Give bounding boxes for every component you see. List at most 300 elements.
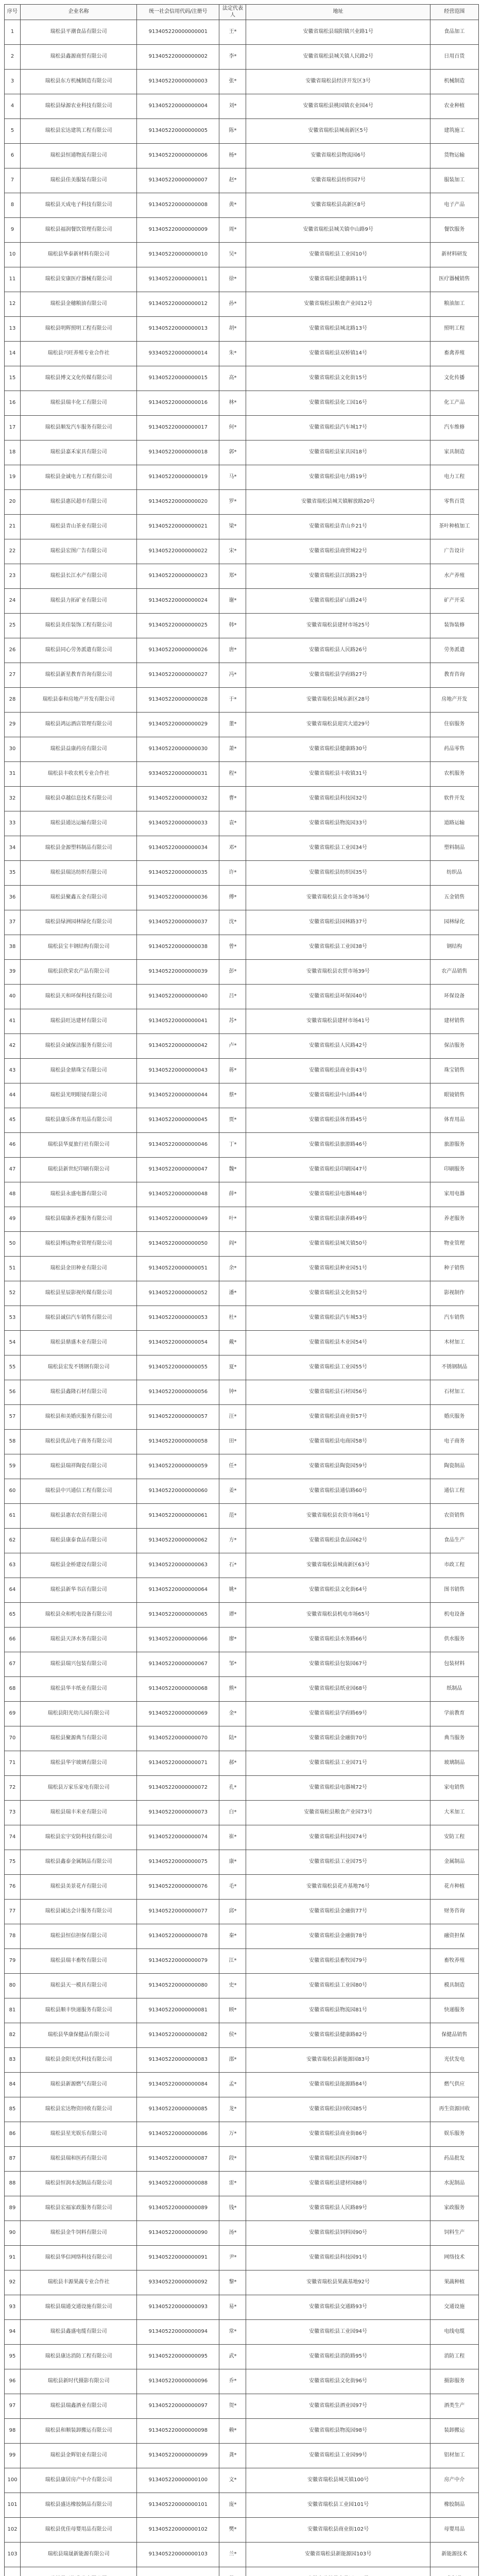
cell-business-scope: 燃气供应: [430, 2073, 478, 2097]
cell-credit-code: 913405220000000051: [137, 1257, 219, 1281]
cell-company-name: 瑞松县绿源农业科技有限公司: [21, 94, 137, 119]
cell-business-scope: 道路运输: [430, 811, 478, 836]
cell-credit-code: 913405220000000069: [137, 1702, 219, 1726]
cell-company-name: 瑞松县鑫源商贸有限公司: [21, 45, 137, 70]
cell-company-name: 瑞松县金源塑料制品有限公司: [21, 836, 137, 861]
cell-credit-code: 913405220000000096: [137, 2369, 219, 2394]
cell-credit-code: 913405220000000053: [137, 1306, 219, 1331]
cell-address: 安徽省瑞松县电器城48号: [246, 1182, 430, 1207]
cell-address: 安徽省瑞松县工业园34号: [246, 836, 430, 861]
cell-business-scope: 家用电器: [430, 1182, 478, 1207]
cell-business-scope: 纺织品: [430, 861, 478, 886]
cell-address: 安徽省瑞松县文化街64号: [246, 1578, 430, 1603]
cell-business-scope: 家电销售: [430, 1776, 478, 1801]
cell-credit-code: 913405220000000016: [137, 391, 219, 416]
cell-company-name: 瑞松县瑞兴包装有限公司: [21, 1652, 137, 1677]
table-row: [5, 2122, 479, 2147]
table-row: [5, 1257, 479, 1281]
cell-credit-code: 913405220000000035: [137, 861, 219, 886]
cell-legal-rep: 邓*: [219, 836, 246, 861]
cell-company-name: 瑞松县安康医疗器械有限公司: [21, 267, 137, 292]
cell-address: 安徽省瑞松县城关镇解放路20号: [246, 490, 430, 515]
cell-company-name: 瑞松县华夏旅行社有限公司: [21, 1133, 137, 1158]
cell-serial: 52: [5, 1281, 21, 1306]
table-row: [5, 1281, 479, 1306]
cell-legal-rep: 宋*: [219, 539, 246, 564]
cell-company-name: 瑞松县鼎盛木业有限公司: [21, 1331, 137, 1355]
cell-business-scope: 畜牧养殖: [430, 1949, 478, 1974]
cell-business-scope: 电子商务: [430, 1430, 478, 1454]
cell-company-name: 瑞松县瑞丰化工有限公司: [21, 391, 137, 416]
cell-serial: 16: [5, 391, 21, 416]
table-row: [5, 2048, 479, 2073]
table-row: [5, 1751, 479, 1776]
cell-legal-rep: 程*: [219, 762, 246, 787]
cell-serial: [5, 2567, 21, 2576]
cell-company-name: 瑞松县青山茶业有限公司: [21, 515, 137, 539]
cell-address: 安徽省瑞松县水务路66号: [246, 1628, 430, 1652]
cell-credit-code: 913405220000000078: [137, 1924, 219, 1949]
cell-company-name: 瑞松县永盛电器有限公司: [21, 1182, 137, 1207]
cell-business-scope: 再生资源回收: [430, 2097, 478, 2122]
cell-address: 安徽省瑞松县食品园62号: [246, 1529, 430, 1553]
cell-company-name: 瑞松县康居房产中介有限公司: [21, 2468, 137, 2493]
cell-business-scope: 劳务派遣: [430, 638, 478, 663]
cell-business-scope: 药品零售: [430, 737, 478, 762]
cell-credit-code: 913405220000000066: [137, 1628, 219, 1652]
table-row: [5, 1306, 479, 1331]
table-row: [5, 1232, 479, 1257]
cell-company-name: 瑞松县泰和房地产开发有限公司: [21, 688, 137, 713]
cell-legal-rep: 白*: [219, 1801, 246, 1825]
cell-address: 安徽省瑞松县工业园101号: [246, 2493, 430, 2518]
cell-company-name: 瑞松县福润餐饮管理有限公司: [21, 218, 137, 243]
cell-address: 安徽省瑞松县五金市场36号: [246, 886, 430, 910]
cell-address: 安徽省瑞松县城关镇100号: [246, 2468, 430, 2493]
cell-serial: 50: [5, 1232, 21, 1257]
cell-business-scope: 装卸搬运: [430, 2419, 478, 2444]
cell-serial: 7: [5, 168, 21, 193]
cell-company-name: 瑞松县瑞通交通设施有限公司: [21, 2295, 137, 2320]
cell-serial: 12: [5, 292, 21, 317]
cell-legal-rep: 石*: [219, 1553, 246, 1578]
cell-address: 安徽省瑞松县金融街77号: [246, 1900, 430, 1924]
table-row: [5, 2320, 479, 2345]
cell-credit-code: 913405220000000013: [137, 317, 219, 342]
cell-address: 安徽省瑞松县高新区8号: [246, 193, 430, 218]
cell-serial: 76: [5, 1875, 21, 1900]
cell-credit-code: 913405220000000098: [137, 2419, 219, 2444]
table-row: [5, 2493, 479, 2518]
cell-legal-rep: 冯*: [219, 663, 246, 688]
cell-business-scope: 水泥制品: [430, 2172, 478, 2196]
cell-company-name: 瑞松县宝丰钢结构有限公司: [21, 935, 137, 960]
header-address: 地址: [246, 5, 430, 20]
cell-credit-code: 913405220000000049: [137, 1207, 219, 1232]
cell-credit-code: 913405220000000015: [137, 366, 219, 391]
cell-credit-code: 913405220000000080: [137, 1974, 219, 1998]
cell-business-scope: 餐饮服务: [430, 218, 478, 243]
cell-serial: 10: [5, 243, 21, 267]
cell-serial: 80: [5, 1974, 21, 1998]
cell-business-scope: 新能源技术: [430, 2543, 478, 2567]
cell-address: 安徽省瑞松县农资市场61号: [246, 1504, 430, 1529]
cell-company-name: 瑞松县瑞康养老服务有限公司: [21, 1207, 137, 1232]
cell-serial: 86: [5, 2122, 21, 2147]
cell-company-name: 瑞松县鑫隆石材有限公司: [21, 1380, 137, 1405]
cell-company-name: 瑞松县博文文化传媒有限公司: [21, 366, 137, 391]
cell-credit-code: 913405220000000079: [137, 1949, 219, 1974]
cell-legal-rep: 彭*: [219, 960, 246, 985]
cell-legal-rep: 杜*: [219, 1306, 246, 1331]
cell-legal-rep: 叶*: [219, 1207, 246, 1232]
cell-credit-code: 913405220000000085: [137, 2097, 219, 2122]
table-row: [5, 1578, 479, 1603]
cell-credit-code: 913405220000000005: [137, 119, 219, 144]
cell-business-scope: 家政服务: [430, 2196, 478, 2221]
cell-legal-rep: 任*: [219, 1454, 246, 1479]
cell-legal-rep: 范*: [219, 1504, 246, 1529]
cell-business-scope: 茶叶种植加工: [430, 515, 478, 539]
cell-legal-rep: 谢*: [219, 589, 246, 614]
cell-company-name: 瑞松县中兴通信工程有限公司: [21, 1479, 137, 1504]
cell-serial: 85: [5, 2097, 21, 2122]
cell-serial: 28: [5, 688, 21, 713]
cell-legal-rep: 邱*: [219, 1900, 246, 1924]
cell-address: 安徽省瑞松县回收园85号: [246, 2097, 430, 2122]
header-credit-code: 统一社会信用代码/注册号: [137, 5, 219, 20]
cell-business-scope: 影视制作: [430, 1281, 478, 1306]
cell-serial: 79: [5, 1949, 21, 1974]
cell-credit-code: 913405220000000036: [137, 886, 219, 910]
table-row: [5, 935, 479, 960]
cell-address: 安徽省瑞松县电商园58号: [246, 1430, 430, 1454]
cell-company-name: 瑞松县华丰纸业有限公司: [21, 1677, 137, 1702]
cell-legal-rep: 李*: [219, 45, 246, 70]
cell-serial: 87: [5, 2147, 21, 2172]
header-legal-rep: 法定代表人: [219, 5, 246, 20]
cell-credit-code: 913405220000000093: [137, 2295, 219, 2320]
cell-credit-code: 913405220000000082: [137, 2023, 219, 2048]
cell-business-scope: 日用百货: [430, 45, 478, 70]
cell-serial: 14: [5, 342, 21, 366]
cell-business-scope: 供水服务: [430, 1628, 478, 1652]
cell-business-scope: 种子销售: [430, 1257, 478, 1281]
table-row: [5, 1034, 479, 1059]
cell-company-name: 瑞松县华康保健品有限公司: [21, 2023, 137, 2048]
cell-address: 安徽省瑞松县城关镇人民路2号: [246, 45, 430, 70]
cell-address: 安徽省瑞松县桃园镇农业园4号: [246, 94, 430, 119]
cell-legal-rep: 汤*: [219, 2221, 246, 2246]
cell-serial: 30: [5, 737, 21, 762]
cell-serial: 64: [5, 1578, 21, 1603]
table-row: [5, 465, 479, 490]
cell-serial: 96: [5, 2369, 21, 2394]
cell-company-name: 瑞松县宏达建筑工程有限公司: [21, 119, 137, 144]
cell-company-name: 瑞松县金田种业有限公司: [21, 1257, 137, 1281]
cell-address: 安徽省瑞松县城南新区5号: [246, 119, 430, 144]
table-row: [5, 1702, 479, 1726]
cell-serial: 60: [5, 1479, 21, 1504]
table-row: [5, 267, 479, 292]
table-row: [5, 1083, 479, 1108]
cell-address: 安徽省瑞松县物流园6号: [246, 144, 430, 168]
cell-credit-code: 913405220000000045: [137, 1108, 219, 1133]
cell-legal-rep: 梁*: [219, 515, 246, 539]
cell-company-name: 瑞松县星光娱乐有限公司: [21, 2122, 137, 2147]
cell-company-name: 瑞松县康泰食品有限公司: [21, 1529, 137, 1553]
cell-legal-rep: 郭*: [219, 440, 246, 465]
cell-company-name: 瑞松县金诚电力工程有限公司: [21, 465, 137, 490]
cell-business-scope: 通信工程: [430, 1479, 478, 1504]
cell-credit-code: 913405220000000041: [137, 1009, 219, 1034]
cell-legal-rep: 林*: [219, 391, 246, 416]
cell-legal-rep: 江*: [219, 1949, 246, 1974]
table-row: [5, 1380, 479, 1405]
cell-legal-rep: 常*: [219, 2320, 246, 2345]
cell-credit-code: 913405220000000012: [137, 292, 219, 317]
cell-credit-code: 913405220000000060: [137, 1479, 219, 1504]
cell-address: 安徽省瑞松县通信路60号: [246, 1479, 430, 1504]
cell-serial: 48: [5, 1182, 21, 1207]
cell-credit-code: 933405220000000092: [137, 2270, 219, 2295]
cell-address: 安徽省瑞松县人民路89号: [246, 2196, 430, 2221]
cell-serial: 77: [5, 1900, 21, 1924]
cell-serial: 88: [5, 2172, 21, 2196]
cell-credit-code: 913405220000000097: [137, 2394, 219, 2419]
cell-address: 安徽省瑞松县科技园32号: [246, 787, 430, 811]
cell-business-scope: 粮油加工: [430, 292, 478, 317]
cell-serial: 34: [5, 836, 21, 861]
cell-serial: 89: [5, 2196, 21, 2221]
cell-serial: 91: [5, 2246, 21, 2270]
cell-serial: 95: [5, 2345, 21, 2369]
cell-serial: 37: [5, 910, 21, 935]
cell-legal-rep: 周*: [219, 218, 246, 243]
cell-legal-rep: 刘*: [219, 94, 246, 119]
cell-address: [246, 2567, 430, 2576]
cell-company-name: [21, 2567, 137, 2576]
cell-address: 安徽省瑞松县电力路19号: [246, 465, 430, 490]
cell-address: 安徽省瑞松县健康路11号: [246, 267, 430, 292]
cell-company-name: 瑞松县康达消防工程有限公司: [21, 2345, 137, 2369]
cell-legal-rep: 毛*: [219, 1875, 246, 1900]
cell-company-name: 瑞松县天成电子科技有限公司: [21, 193, 137, 218]
cell-address: 安徽省瑞松县石材园56号: [246, 1380, 430, 1405]
cell-business-scope: 矿产开采: [430, 589, 478, 614]
cell-credit-code: 913405220000000062: [137, 1529, 219, 1553]
cell-business-scope: 果蔬种植: [430, 2270, 478, 2295]
cell-company-name: 瑞松县金牛饲料有限公司: [21, 2221, 137, 2246]
cell-business-scope: 旅游服务: [430, 1133, 478, 1158]
cell-business-scope: 五金销售: [430, 886, 478, 910]
table-row: [5, 119, 479, 144]
cell-address: 安徽省瑞松县迎宾大道29号: [246, 713, 430, 737]
cell-company-name: 瑞松县卓越信息技术有限公司: [21, 787, 137, 811]
table-row: [5, 317, 479, 342]
table-row: [5, 1776, 479, 1801]
cell-company-name: 瑞松县博远物业管理有限公司: [21, 1232, 137, 1257]
cell-legal-rep: 唐*: [219, 638, 246, 663]
cell-address: 安徽省瑞松县金融街78号: [246, 1924, 430, 1949]
table-row: [5, 886, 479, 910]
cell-legal-rep: 熊*: [219, 1677, 246, 1702]
cell-legal-rep: 蒋*: [219, 1059, 246, 1083]
cell-serial: 57: [5, 1405, 21, 1430]
cell-address: 安徽省瑞松县酒业园97号: [246, 2394, 430, 2419]
cell-serial: 17: [5, 416, 21, 440]
cell-business-scope: 包装材料: [430, 1652, 478, 1677]
table-header: [5, 5, 479, 20]
cell-address: 安徽省瑞松县工业园80号: [246, 1974, 430, 1998]
cell-legal-rep: 雷*: [219, 2172, 246, 2196]
cell-business-scope: 石材加工: [430, 1380, 478, 1405]
cell-business-scope: 畜禽养殖: [430, 342, 478, 366]
cell-company-name: 瑞松县宏宇安防科技有限公司: [21, 1825, 137, 1850]
cell-address: 安徽省瑞松县城北路13号: [246, 317, 430, 342]
cell-serial: 33: [5, 811, 21, 836]
cell-business-scope: 娱乐服务: [430, 2122, 478, 2147]
cell-serial: 25: [5, 614, 21, 638]
cell-business-scope: 电力工程: [430, 465, 478, 490]
cell-credit-code: 913405220000000067: [137, 1652, 219, 1677]
cell-address: 安徽省瑞松县矿山路24号: [246, 589, 430, 614]
cell-legal-rep: 马*: [219, 465, 246, 490]
cell-legal-rep: 谭*: [219, 1603, 246, 1628]
table-row: [5, 1875, 479, 1900]
cell-company-name: 瑞松县丰收农机专业合作社: [21, 762, 137, 787]
cell-address: 安徽省瑞松县物流园98号: [246, 2419, 430, 2444]
cell-address: 安徽省瑞松县医药园87号: [246, 2147, 430, 2172]
cell-serial: 99: [5, 2444, 21, 2468]
cell-company-name: 瑞松县通达运输有限公司: [21, 811, 137, 836]
cell-company-name: 瑞松县光明眼镜有限公司: [21, 1083, 137, 1108]
cell-serial: 47: [5, 1158, 21, 1182]
table-row: [5, 218, 479, 243]
cell-company-name: 瑞松县平潮食品有限公司: [21, 20, 137, 45]
table-row: [5, 1158, 479, 1182]
cell-serial: 68: [5, 1677, 21, 1702]
cell-address: 安徽省瑞松县纺织园7号: [246, 168, 430, 193]
cell-legal-rep: 廖*: [219, 1628, 246, 1652]
cell-credit-code: 913405220000000064: [137, 1578, 219, 1603]
table-row: [5, 787, 479, 811]
cell-business-scope: 纸制品: [430, 1677, 478, 1702]
cell-business-scope: 交通设施: [430, 2295, 478, 2320]
cell-address: 安徽省瑞松县工业园71号: [246, 1751, 430, 1776]
cell-credit-code: 913405220000000033: [137, 811, 219, 836]
cell-credit-code: 913405220000000020: [137, 490, 219, 515]
cell-address: 安徽省瑞松县建材市场25号: [246, 614, 430, 638]
table-row: [5, 1825, 479, 1850]
cell-serial: 56: [5, 1380, 21, 1405]
table-row: [5, 2073, 479, 2097]
cell-credit-code: 913405220000000101: [137, 2493, 219, 2518]
cell-legal-rep: 崔*: [219, 1825, 246, 1850]
cell-company-name: 瑞松县惠农农资有限公司: [21, 1504, 137, 1529]
cell-address: 安徽省瑞松县丰收镇31号: [246, 762, 430, 787]
table-row: [5, 94, 479, 119]
cell-company-name: 瑞松县新世纪印刷有限公司: [21, 1158, 137, 1182]
cell-address: 安徽省瑞松县商业街102号: [246, 2518, 430, 2543]
cell-legal-rep: 胡*: [219, 317, 246, 342]
table-row: [5, 515, 479, 539]
cell-legal-rep: 易*: [219, 2295, 246, 2320]
cell-legal-rep: 钟*: [219, 1380, 246, 1405]
cell-credit-code: 913405220000000094: [137, 2320, 219, 2345]
cell-business-scope: 体育用品: [430, 1108, 478, 1133]
cell-business-scope: 农机服务: [430, 762, 478, 787]
cell-address: 安徽省瑞松县瑞阳镇兴业路1号: [246, 20, 430, 45]
cell-business-scope: 消防工程: [430, 2345, 478, 2369]
table-row: [5, 638, 479, 663]
cell-serial: 2: [5, 45, 21, 70]
cell-address: 安徽省瑞松县电器城72号: [246, 1776, 430, 1801]
cell-business-scope: 零售百货: [430, 490, 478, 515]
cell-credit-code: 913405220000000073: [137, 1801, 219, 1825]
cell-serial: 23: [5, 564, 21, 589]
cell-serial: 53: [5, 1306, 21, 1331]
cell-legal-rep: 顾*: [219, 1998, 246, 2023]
cell-legal-rep: 赖*: [219, 2419, 246, 2444]
cell-legal-rep: 吕*: [219, 985, 246, 1009]
cell-legal-rep: 萧*: [219, 737, 246, 762]
table-row: [5, 2023, 479, 2048]
cell-business-scope: 新材料研发: [430, 243, 478, 267]
cell-credit-code: 913405220000000091: [137, 2246, 219, 2270]
cell-address: 安徽省瑞松县工业园55号: [246, 1355, 430, 1380]
cell-company-name: 瑞松县绿洲园林绿化有限公司: [21, 910, 137, 935]
cell-address: 安徽省瑞松县果蔬基地92号: [246, 2270, 430, 2295]
cell-credit-code: 913405220000000046: [137, 1133, 219, 1158]
cell-serial: 11: [5, 267, 21, 292]
cell-credit-code: 913405220000000065: [137, 1603, 219, 1628]
cell-legal-rep: 傅*: [219, 886, 246, 910]
cell-address: 安徽省瑞松县科技园91号: [246, 2246, 430, 2270]
cell-business-scope: 保健品销售: [430, 2023, 478, 2048]
cell-address: 安徽省瑞松县城关镇50号: [246, 1232, 430, 1257]
cell-address: 安徽省瑞松县城关镇中山路9号: [246, 218, 430, 243]
cell-credit-code: 913405220000000102: [137, 2518, 219, 2543]
cell-business-scope: 家具制造: [430, 440, 478, 465]
cell-address: 安徽省瑞松县经济开发区3号: [246, 70, 430, 94]
cell-legal-rep: 陈*: [219, 119, 246, 144]
cell-legal-rep: 秦*: [219, 1924, 246, 1949]
cell-legal-rep: 余*: [219, 1257, 246, 1281]
cell-serial: 78: [5, 1924, 21, 1949]
cell-legal-rep: 韩*: [219, 614, 246, 638]
cell-business-scope: 建筑施工: [430, 119, 478, 144]
cell-credit-code: 913405220000000083: [137, 2048, 219, 2073]
cell-serial: 101: [5, 2493, 21, 2518]
cell-business-scope: 化工产品: [430, 391, 478, 416]
cell-serial: 74: [5, 1825, 21, 1850]
cell-legal-rep: 孙*: [219, 292, 246, 317]
cell-credit-code: 913405220000000006: [137, 144, 219, 168]
table-row: [5, 1331, 479, 1355]
cell-business-scope: 安防工程: [430, 1825, 478, 1850]
cell-business-scope: 图书销售: [430, 1578, 478, 1603]
cell-credit-code: 913405220000000017: [137, 416, 219, 440]
cell-company-name: 瑞松县瑞丰米业有限公司: [21, 1801, 137, 1825]
cell-credit-code: 913405220000000089: [137, 2196, 219, 2221]
cell-legal-rep: 吴*: [219, 243, 246, 267]
table-row: [5, 1529, 479, 1553]
table-row: [5, 1949, 479, 1974]
cell-serial: 59: [5, 1454, 21, 1479]
cell-legal-rep: 文*: [219, 2468, 246, 2493]
table-row: [5, 1603, 479, 1628]
